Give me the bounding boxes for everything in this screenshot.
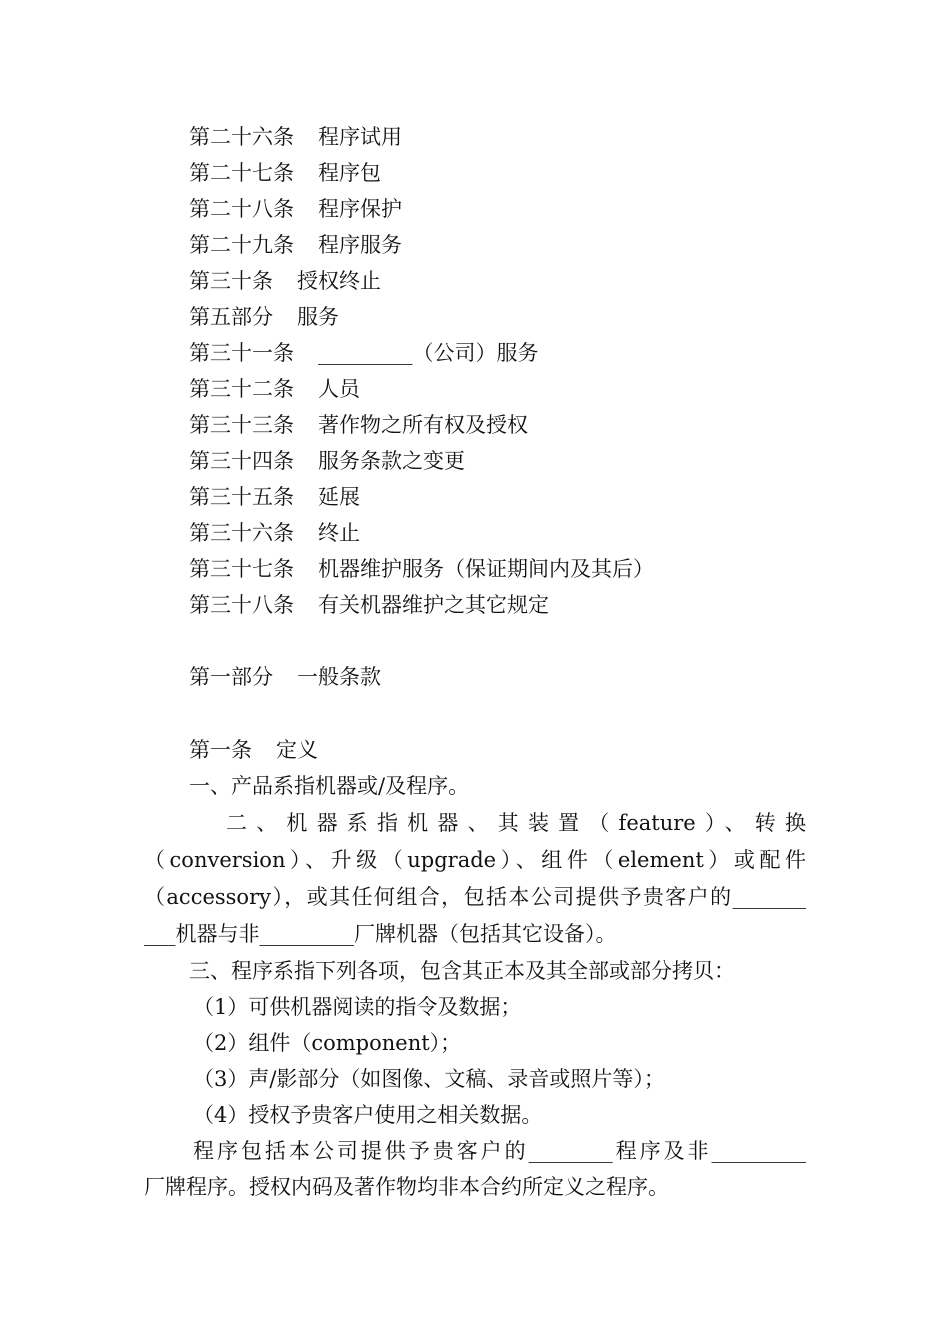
part-heading bbox=[189, 664, 381, 690]
article-heading bbox=[189, 737, 318, 763]
toc-entry-number: 第三十二条 bbox=[189, 377, 294, 401]
toc-entry-title: 延展 bbox=[318, 485, 360, 509]
toc-entry bbox=[189, 160, 381, 186]
toc-entry bbox=[189, 484, 360, 510]
article-heading-number: 第一条 bbox=[189, 738, 252, 762]
toc-entry-title: _________（公司）服务 bbox=[318, 341, 539, 365]
toc-entry-title: 授权终止 bbox=[297, 269, 381, 293]
part-heading-number: 第一部分 bbox=[189, 665, 273, 689]
definition-paragraph-2-line: ___机器与非_________厂牌机器（包括其它设备）。 bbox=[144, 922, 617, 946]
definition-paragraph-3: 三、程序系指下列各项，包含其正本及其全部或部分拷贝： bbox=[189, 959, 735, 983]
toc-entry-number: 第三十六条 bbox=[189, 521, 294, 545]
definition-paragraph-1: 一、产品系指机器或/及程序。 bbox=[189, 774, 470, 798]
toc-entry-number: 第二十八条 bbox=[189, 197, 294, 221]
toc-entry-title: 著作物之所有权及授权 bbox=[318, 413, 528, 437]
toc-entry bbox=[189, 412, 528, 438]
program-list-item: （1）可供机器阅读的指令及数据； bbox=[193, 995, 522, 1019]
program-list-item: （2）组件（component）； bbox=[193, 1031, 462, 1055]
toc-entry bbox=[189, 232, 402, 258]
definition-paragraph-2-line: （accessory），或其任何组合，包括本公司提供予贵客户的_______ bbox=[144, 885, 806, 909]
toc-entry-number: 第五部分 bbox=[189, 305, 273, 329]
toc-entry-number: 第三十条 bbox=[189, 269, 273, 293]
definition-paragraph-2-line: 二、机器系指机器、其装置（feature）、转换 bbox=[226, 811, 806, 835]
toc-entry bbox=[189, 592, 549, 618]
definition-paragraph-2-line: （conversion）、升级（upgrade）、组件（element）或配件 bbox=[144, 848, 806, 872]
toc-entry-number: 第三十三条 bbox=[189, 413, 294, 437]
toc-entry-title: 程序保护 bbox=[318, 197, 402, 221]
toc-entry-number: 第二十七条 bbox=[189, 161, 294, 185]
toc-entry-title: 终止 bbox=[318, 521, 360, 545]
toc-entry bbox=[189, 376, 360, 402]
definition-paragraph-4-line: 程序包括本公司提供予贵客户的________程序及非_________ bbox=[193, 1139, 806, 1163]
article-heading-title: 定义 bbox=[276, 738, 318, 762]
toc-entry bbox=[189, 124, 402, 150]
toc-entry-number: 第三十五条 bbox=[189, 485, 294, 509]
toc-entry-number: 第三十四条 bbox=[189, 449, 294, 473]
toc-entry-number: 第二十九条 bbox=[189, 233, 294, 257]
toc-entry-title: 程序包 bbox=[318, 161, 381, 185]
toc-entry bbox=[189, 520, 360, 546]
toc-entry bbox=[189, 268, 381, 294]
toc-entry-title: 程序试用 bbox=[318, 125, 402, 149]
toc-entry-title: 服务条款之变更 bbox=[318, 449, 465, 473]
toc-entry-title: 服务 bbox=[297, 305, 339, 329]
toc-part-entry bbox=[189, 304, 339, 330]
toc-entry-number: 第二十六条 bbox=[189, 125, 294, 149]
toc-entry-title: 程序服务 bbox=[318, 233, 402, 257]
program-list-item: （4）授权予贵客户使用之相关数据。 bbox=[193, 1103, 543, 1127]
toc-entry-number: 第三十一条 bbox=[189, 341, 294, 365]
toc-entry bbox=[189, 448, 465, 474]
definition-paragraph-4-line: 厂牌程序。授权内码及著作物均非本合约所定义之程序。 bbox=[144, 1175, 669, 1199]
toc-entry-title: 有关机器维护之其它规定 bbox=[318, 593, 549, 617]
toc-entry bbox=[189, 196, 402, 222]
toc-entry bbox=[189, 556, 654, 582]
toc-entry-title: 人员 bbox=[318, 377, 360, 401]
toc-entry-number: 第三十七条 bbox=[189, 557, 294, 581]
toc-entry-title: 机器维护服务（保证期间内及其后） bbox=[318, 557, 654, 581]
part-heading-title: 一般条款 bbox=[297, 665, 381, 689]
program-list-item: （3）声/影部分（如图像、文稿、录音或照片等）； bbox=[193, 1067, 665, 1091]
toc-entry bbox=[189, 340, 539, 366]
toc-entry-number: 第三十八条 bbox=[189, 593, 294, 617]
